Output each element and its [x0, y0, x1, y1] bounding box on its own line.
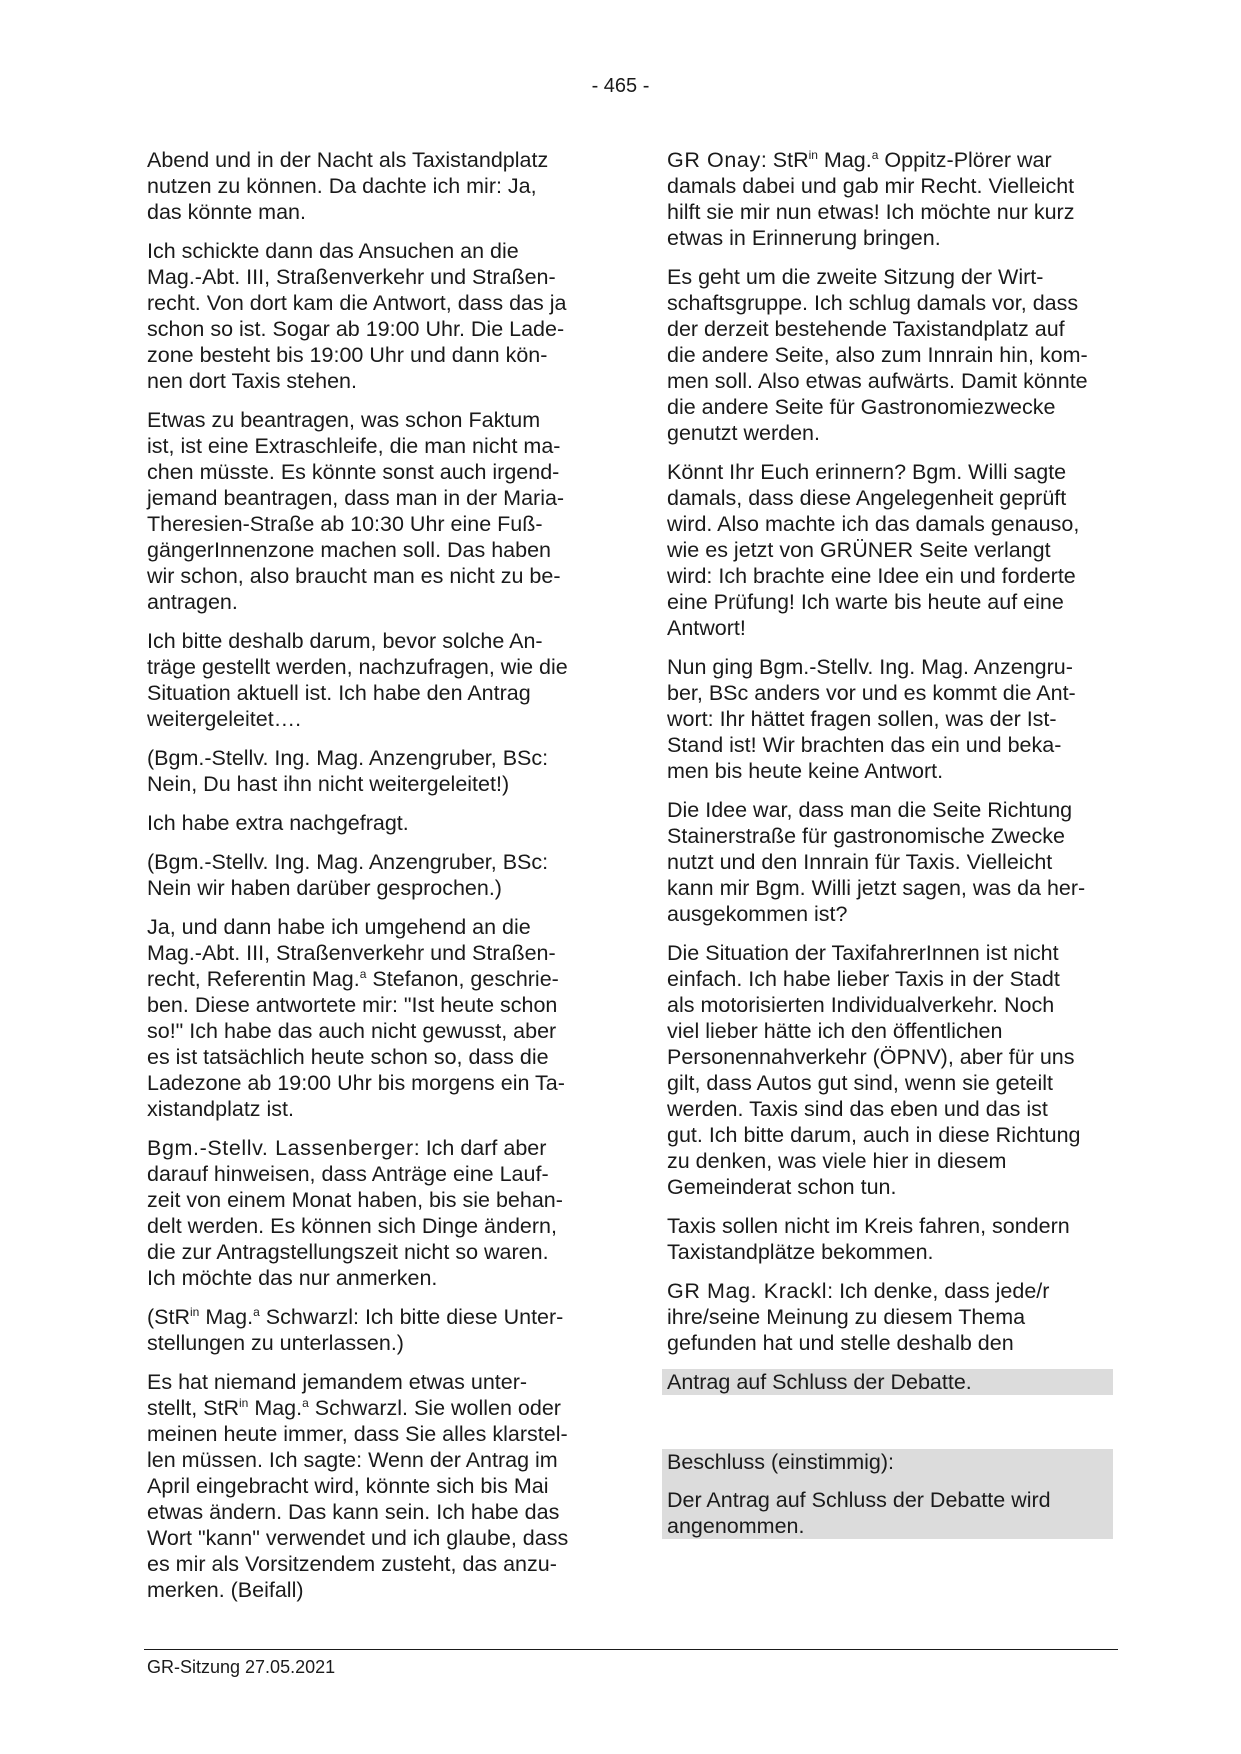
footer-divider	[144, 1649, 1118, 1650]
paragraph: Ja, und dann habe ich umgehend an die Mag.-Abt. III, Straßenverkehr und Straßen- recht, Referentin Mag.$^a$ Stefanon, geschrie- ben. Diese antwortete mir: "Ist heute schon so!" Ich habe das auch nicht gewusst, aber es ist tatsächlich heute schon so, dass die Ladezone ab 19:00 Uhr bis morgens ein Ta- xistandplatz ist.	[147, 915, 565, 1121]
paragraph: Nun ging Bgm.-Stellv. Ing. Mag. Anzengru- ber, BSc anders vor und es kommt die Ant- wort: Ihr hättet fragen sollen, was der Ist- Stand ist! Wir brachten das ein und beka- men bis heute keine Antwort.	[667, 655, 1076, 783]
paragraph: GR Mag. Krackl: Ich denke, dass jede/r ihre/seine Meinung zu diesem Thema gefunden hat und stelle deshalb den	[667, 1279, 1050, 1355]
motion-text: Antrag auf Schluss der Debatte.	[667, 1370, 972, 1394]
paragraph: Taxis sollen nicht im Kreis fahren, sondern Taxistandplätze bekommen.	[667, 1214, 1070, 1264]
paragraph: Etwas zu beantragen, was schon Faktum ist, ist eine Extraschleife, die man nicht ma- chen müsste. Es könnte sonst auch irgend- jemand beantragen, dass man in der Maria- Theresien-Straße ab 10:30 Uhr eine Fuß- gängerInnenzone machen soll. Das haben wir schon, also braucht man es nicht zu be- antragen.	[147, 408, 565, 614]
paragraph: Die Idee war, dass man die Seite Richtung Stainerstraße für gastronomische Zwecke nutzt und den Innrain für Taxis. Vielleicht kann mir Bgm. Willi jetzt sagen, was da her- ausgekommen ist?	[667, 798, 1086, 926]
paragraph: Bgm.-Stellv. Lassenberger: Ich darf aber darauf hinweisen, dass Anträge eine Lauf- zeit von einem Monat haben, bis sie behan- delt werden. Es können sich Dinge ändern, die zur Antragstellungszeit nicht so waren. Ich möchte das nur anmerken.	[147, 1136, 563, 1290]
paragraph: Könnt Ihr Euch erinnern? Bgm. Willi sagte damals, dass diese Angelegenheit geprüft wird. Also machte ich das damals genauso, wie es jetzt von GRÜNER Seite verlangt wird: Ich brachte eine Idee ein und forderte eine Prüfung! Ich warte bis heute auf eine Antwort!	[667, 460, 1080, 640]
speaker-name: GR Mag. Krackl	[667, 1279, 828, 1303]
paragraph: Ich habe extra nachgefragt.	[147, 811, 409, 835]
speaker-name: GR Onay	[667, 148, 761, 172]
interjection: (Bgm.-Stellv. Ing. Mag. Anzengruber, BSc: Nein, Du hast ihn nicht weitergeleitet!)	[147, 746, 549, 796]
page-number: - 465 -	[591, 75, 650, 97]
resolution-box	[662, 1449, 1113, 1539]
footer-text: GR-Sitzung 27.05.2021	[147, 1657, 336, 1677]
resolution-text: Der Antrag auf Schluss der Debatte wird angenommen.	[667, 1488, 1051, 1538]
interjection: (StR$^{in}$ Mag.$^a$ Schwarzl: Ich bitte diese Unter- stellungen zu unterlassen.)	[147, 1305, 564, 1355]
paragraph: Ich schickte dann das Ansuchen an die Mag.-Abt. III, Straßenverkehr und Straßen- recht. Von dort kam die Antwort, dass das ja schon so ist. Sogar ab 19:00 Uhr. Die Lade- zone besteht bis 19:00 Uhr und dann kön- nen dort Taxis stehen.	[147, 239, 567, 393]
right-column	[667, 147, 1127, 1539]
motion-box	[662, 1369, 1113, 1395]
paragraph: Ich bitte deshalb darum, bevor solche An- träge gestellt werden, nachzufragen, wie die Situation aktuell ist. Ich habe den Antrag weitergeleitet….	[147, 629, 568, 731]
speaker-name: Bgm.-Stellv. Lassenberger	[147, 1136, 414, 1160]
paragraph: Es hat niemand jemandem etwas unter- stellt, StR$^{in}$ Mag.$^a$ Schwarzl. Sie wollen oder meinen heute immer, dass Sie alles klarstel- len müssen. Ich sagte: Wenn der Antrag im April eingebracht wird, könnte sich bis Mai etwas ändern. Das kann sein. Ich habe das Wort "kann" verwendet und ich glaube, dass es mir als Vorsitzendem zusteht, das anzu- merken. (Beifall)	[147, 1370, 569, 1602]
left-column	[147, 147, 607, 1616]
paragraph: Abend und in der Nacht als Taxistandplatz nutzen zu können. Da dachte ich mir: Ja, das könnte man.	[147, 148, 549, 224]
paragraph: Die Situation der TaxifahrerInnen ist nicht einfach. Ich habe lieber Taxis in der Stadt als motorisierten Individualverkehr. Noch viel lieber hätte ich den öffentlichen Personennahverkehr (ÖPNV), aber für uns gilt, dass Autos gut sind, wenn sie geteilt werden. Taxis sind das eben und das ist gut. Ich bitte darum, auch in diese Richtung zu denken, was viele hier in diesem Gemeinderat schon tun.	[667, 941, 1081, 1199]
resolution-label: Beschluss (einstimmig):	[667, 1450, 894, 1474]
paragraph: GR Onay: StR$^{in}$ Mag.$^a$ Oppitz-Plörer war damals dabei und gab mir Recht. Vielleicht hilft sie mir nun etwas! Ich möchte nur kurz etwas in Erinnerung bringen.	[667, 148, 1075, 250]
paragraph: Es geht um die zweite Sitzung der Wirt- schaftsgruppe. Ich schlug damals vor, dass der derzeit bestehende Taxistandplatz auf die andere Seite, also zum Innrain hin, kom- men soll. Also etwas aufwärts. Damit könnte die andere Seite für Gastronomiezwecke genutzt werden.	[667, 265, 1088, 445]
interjection: (Bgm.-Stellv. Ing. Mag. Anzengruber, BSc: Nein wir haben darüber gesprochen.)	[147, 850, 549, 900]
